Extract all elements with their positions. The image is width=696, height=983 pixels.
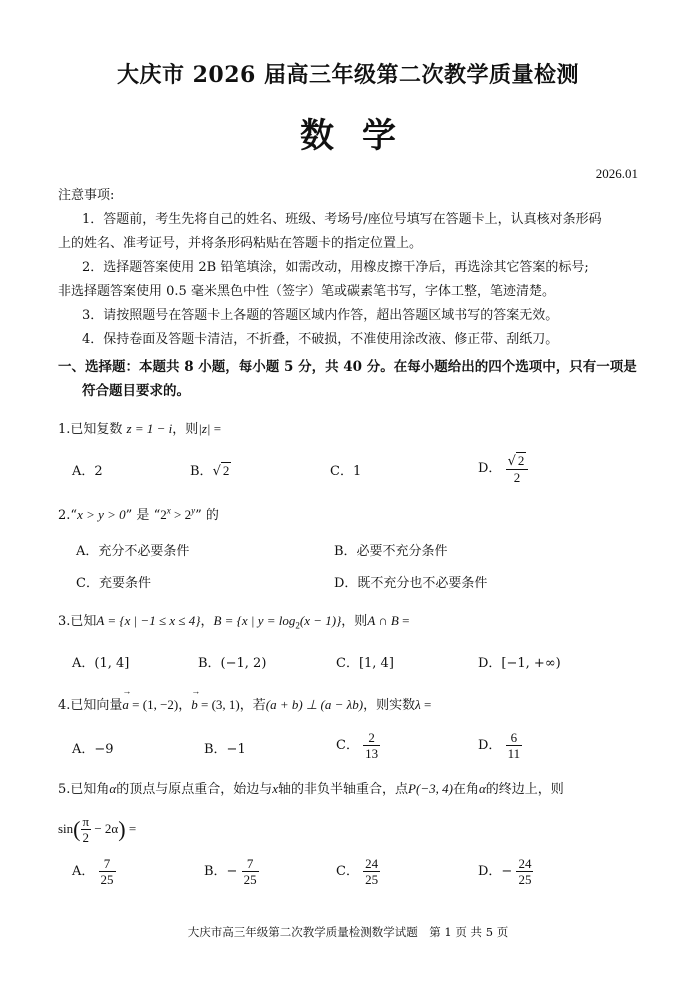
- q1-option-d-num: 2: [517, 453, 525, 468]
- q3-option-c: C．[1, 4]: [336, 656, 394, 671]
- notice-item-3: 3．请按照题号在答题卡上各题的答题区域内作答，超出答题区域书写的答案无效。: [82, 308, 559, 323]
- notice-item-4: 4．保持卷面及答题卡清洁，不折叠，不破损，不准使用涂改液、修正带、刮纸刀。: [82, 332, 559, 347]
- q3-set-a: A = {x | −1 ≤ x ≤ 4}: [96, 613, 201, 628]
- q5-pi-over-2: [81, 814, 92, 845]
- q5-alpha: α: [109, 781, 117, 796]
- q4-option-d-label: D．: [478, 738, 502, 753]
- q5-suffix: 的终边上，则: [485, 782, 564, 797]
- q4-suffix: =: [420, 697, 432, 712]
- q2-mid: ” 是 “: [125, 508, 161, 523]
- q4-option-d: [478, 730, 522, 761]
- vector-b: → b: [191, 697, 198, 713]
- sqrt-icon: √: [212, 464, 221, 479]
- q4-a-value: = (1, −2): [128, 697, 179, 712]
- q5-alpha-2: α: [478, 781, 486, 796]
- q1-option-d: [478, 452, 528, 485]
- q5-option-d-den: 25: [518, 872, 532, 887]
- q3-option-b: B．(−1, 2): [198, 656, 267, 671]
- q4-option-c-den: 13: [365, 746, 379, 761]
- q2-exp-2: y: [191, 505, 196, 516]
- q5-option-b-num: 7: [242, 856, 259, 872]
- q3-log-base: 2: [295, 620, 300, 631]
- q4-option-c: [336, 730, 380, 761]
- q5-option-c-label: C．: [336, 864, 359, 879]
- q5-option-b: [204, 856, 259, 887]
- q2-suffix: ” 的: [195, 508, 219, 523]
- q4-mid-2: ，则实数: [363, 698, 416, 713]
- right-paren-icon: ): [118, 816, 126, 842]
- q1-option-b: [190, 460, 231, 479]
- q2-option-d: D．既不充分也不必要条件: [334, 576, 488, 591]
- notice-item-1-line-2: 上的姓名、准考证号，并将条形码粘贴在答题卡的指定位置上。: [58, 236, 423, 251]
- q1-option-d-label: D．: [478, 461, 502, 476]
- q1-option-d-fraction: [506, 452, 529, 485]
- q2-option-b: B．必要不充分条件: [334, 544, 448, 559]
- subject-title: 数学: [300, 116, 424, 156]
- q2-option-a: A．充分不必要条件: [76, 544, 190, 559]
- q5-minus-term: − 2α: [91, 821, 119, 836]
- q5-option-a-fraction: [99, 856, 116, 887]
- q1-option-b-radicand: 2: [222, 463, 230, 478]
- q2-condition-1: x > y > 0: [77, 507, 126, 522]
- q1-mid: ，则: [172, 422, 199, 437]
- q2-base-1: 2: [160, 507, 167, 522]
- q3-set-b-pre: B = {x | y = log: [213, 613, 296, 628]
- q5-option-b-label: B．−: [204, 864, 238, 879]
- q4-option-c-num: 2: [363, 730, 380, 746]
- q4-mid: ，若: [239, 698, 266, 713]
- q5-option-d: [478, 856, 533, 887]
- q4-option-c-fraction: [363, 730, 380, 761]
- page-footer: 大庆市高三年级第二次教学质量检测数学试题 第 1 页 共 5 页: [187, 925, 509, 939]
- q1-prefix: 1.已知复数: [58, 422, 123, 437]
- notice-item-1-line-1: 1．答题前，考生先将自己的姓名、班级、考场号/座位号填写在答题卡上，认真核对条形码: [82, 212, 602, 227]
- q5-option-a-num: 7: [99, 856, 116, 872]
- vector-a: → a: [122, 697, 129, 713]
- q3-set-b-post: (x − 1)}: [299, 613, 342, 628]
- q4-option-d-fraction: [506, 730, 523, 761]
- q5-option-a-den: 25: [100, 872, 114, 887]
- q5-option-c-den: 25: [365, 872, 379, 887]
- q5-option-b-den: 25: [243, 872, 257, 887]
- question-5-stem-line-2: [58, 814, 136, 845]
- q3-option-a: A．(1, 4]: [72, 656, 130, 671]
- section-1-heading-line-1: 一、选择题：本题共 8 小题，每小题 5 分，共 40 分。在每小题给出的四个选项中，只有一项是: [58, 359, 637, 375]
- q2-gt: >: [170, 507, 185, 522]
- q4-option-d-den: 11: [507, 746, 521, 761]
- q4-lambda: λ: [415, 697, 421, 712]
- q5-sin: sin: [58, 821, 74, 836]
- q4-sep: ，: [178, 698, 192, 713]
- q5-option-a: [72, 856, 116, 887]
- question-5-stem-line-1: [58, 778, 564, 797]
- q5-mid: 的顶点与原点重合，始边与: [116, 782, 273, 797]
- sqrt-icon: √: [507, 454, 516, 469]
- q5-option-d-num: 24: [518, 856, 532, 871]
- question-4-stem: [58, 694, 431, 713]
- q2-base-2: 2: [184, 507, 192, 522]
- section-1-heading-line-2: 符合题目要求的。: [82, 383, 190, 399]
- exam-title: 大庆市 2026 届高三年级第二次教学质量检测: [116, 62, 580, 88]
- q2-exp-1: x: [166, 505, 171, 516]
- q5-option-d-fraction: [516, 856, 533, 887]
- q1-suffix: =: [210, 421, 222, 436]
- q5-option-d-label: D．−: [478, 864, 513, 879]
- q5-option-c: [336, 856, 380, 887]
- question-1-stem: [58, 418, 221, 437]
- question-2-stem: [58, 504, 219, 523]
- q2-option-c: C．充要条件: [76, 576, 151, 591]
- q3-suffix: =: [398, 613, 410, 628]
- q5-option-a-label: A．: [72, 864, 95, 879]
- q4-prefix: 4.已知向量: [58, 698, 123, 713]
- q1-option-c: C．1: [330, 464, 362, 479]
- q1-option-a: A．2: [72, 464, 103, 479]
- q5-two: 2: [82, 830, 90, 845]
- q1-abs: |z|: [198, 421, 211, 436]
- q1-option-d-den: 2: [513, 470, 521, 485]
- q5-prefix: 5.已知角: [58, 782, 110, 797]
- q5-mid-2: 轴的非负半轴重合，点: [278, 782, 409, 797]
- q5-mid-3: 在角: [452, 782, 479, 797]
- q5-pi: π: [82, 814, 90, 829]
- q1-option-b-label: B．: [190, 464, 213, 479]
- q3-sep: ，: [200, 614, 214, 629]
- notice-item-2-line-1: 2．选择题答案使用 2B 铅笔填涂，如需改动，用橡皮擦干净后，再选涂其它答案的标号;: [82, 260, 589, 275]
- q2-prefix: 2.“: [58, 508, 78, 523]
- q5-option-b-fraction: [242, 856, 259, 887]
- notice-heading: 注意事项:: [58, 188, 115, 203]
- q5-point: P(−3, 4): [408, 781, 453, 796]
- q5-eq: =: [125, 821, 137, 836]
- q3-mid: ，则: [341, 614, 368, 629]
- q4-option-c-label: C．: [336, 738, 359, 753]
- left-paren-icon: (: [73, 816, 81, 842]
- q3-expression: A ∩ B: [367, 613, 399, 628]
- q4-option-b: B．−1: [204, 742, 246, 757]
- q4-option-d-num: 6: [506, 730, 523, 746]
- notice-item-2-line-2: 非选择题答案使用 0.5 毫米黑色中性（签字）笔或碳素笔书写，字体工整，笔迹清楚。: [58, 284, 555, 299]
- q4-condition: (a + b) ⊥ (a − λb): [265, 697, 364, 712]
- q5-option-c-fraction: [363, 856, 380, 887]
- q3-prefix: 3.已知: [58, 614, 97, 629]
- q3-option-d: D．[−1, +∞): [478, 656, 561, 671]
- q4-option-a: A．−9: [72, 742, 114, 757]
- q1-expression: z = 1 − i: [126, 421, 173, 436]
- q5-x-var: x: [272, 781, 279, 796]
- q4-b-value: = (3, 1): [197, 697, 240, 712]
- exam-date: 2026.01: [595, 166, 638, 181]
- q5-option-c-num: 24: [365, 856, 379, 871]
- question-3-stem: [58, 610, 409, 631]
